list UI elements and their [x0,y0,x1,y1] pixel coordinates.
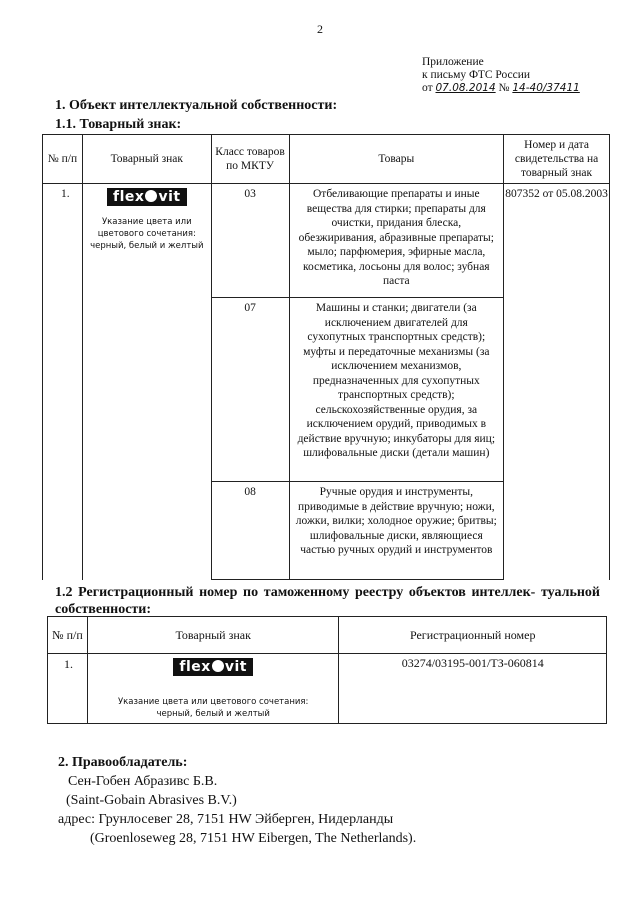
color-note [88,696,338,720]
color-note: Указание цвета или цветового сочетания: черный, белый и желтый [90,217,204,251]
logo-circle-icon [145,190,157,202]
header-class: Класс товаров по МКТУ [211,135,289,184]
table-row [43,184,610,298]
color-note-line2: черный, белый и желтый [156,709,270,719]
section12-title: 1.2 Регистрационный номер по таможенному реестру объектов интеллек- туальной собственности: [55,585,600,617]
flexovit-logo: flex vit [173,658,253,676]
header-reg: Номер и дата свидетельства на товарный знак [504,135,610,184]
table-header-row [43,135,610,184]
row-num: 1. [48,654,88,724]
trademark-cell [82,184,211,580]
color-note-line1: Указание цвета или цветового сочетания: [117,697,309,707]
goods-08: Ручные орудия и инструменты, приводимые в действие вручную; ножи, ложки, вилки; холодное оружие; бритвы; шлифовальные диски, являющиеся частью ручных орудий и инструментов [289,482,504,580]
header-goods: Товары [289,135,504,184]
appendix-from-label: от [422,82,433,94]
rightholder-name-en: (Saint-Gobain Abrasives B.V.) [66,793,237,808]
registration-number: 807352 от 05.08.2003 [504,184,610,580]
appendix-line2: к письму ФТС России [422,69,531,81]
goods-03: Отбеливающие препараты и иные вещества для стирки; препараты для очистки, придания блеска, обезжиривания, абразивные препараты; мыло; парфюмерия, эфирные масла, косметика, лосьоны для волос; зубная паста [289,184,504,298]
header-trademark: Товарный знак [87,617,338,654]
appendix-date: 07.08.2014 [435,82,496,94]
table-header-row [48,617,607,654]
page-number: 2 [317,22,323,36]
logo-circle-icon [212,660,224,672]
class-code-07: 07 [211,298,289,482]
rightholder-section [58,753,416,848]
rightholder-address-ru: адрес: Грунлосевег 28, 7151 HW Эйберген, Нидерланды [58,812,394,827]
header-num: № п/п [43,135,83,184]
rightholder-name-ru: Сен-Гобен Абразивс Б.В. [68,774,218,789]
section1-subtitle: 1.1. Товарный знак: [55,117,182,132]
appendix-line1: Приложение [422,56,484,68]
appendix-number: 14-40/37411 [512,82,580,94]
header-trademark: Товарный знак [82,135,211,184]
header-reg-number: Регистрационный номер [339,617,607,654]
appendix-note [422,56,622,95]
appendix-line3 [422,82,622,95]
trademark-table [42,134,610,580]
goods-07: Машины и станки; двигатели (за исключением двигателей для сухопутных транспортных средств); муфты и передаточные механизмы (за исключением механизмов, предназначенных для сухопутных транспортных средств); сельскохозяйственные орудия, за исключением орудий, приводимых в действие вручную; инкубаторы для яиц; шлифовальные диски (детали машин) [289,298,504,482]
section1-title: 1. Объект интеллектуальной собственности: [55,98,338,113]
customs-reg-number: 03274/03195-001/ТЗ-060814 [339,654,607,724]
table-row [48,654,607,724]
header-num: № п/п [48,617,88,654]
row-num: 1. [43,184,83,580]
appendix-num-label: № [498,82,510,94]
customs-register-table [47,616,607,724]
class-code-03: 03 [211,184,289,298]
flexovit-logo: flex vit [107,188,187,206]
trademark-cell [87,654,338,724]
rightholder-title: 2. Правообладатель: [58,755,188,770]
rightholder-address-en: (Groenloseweg 28, 7151 HW Eibergen, The Netherlands). [90,831,417,846]
class-code-08: 08 [211,482,289,580]
